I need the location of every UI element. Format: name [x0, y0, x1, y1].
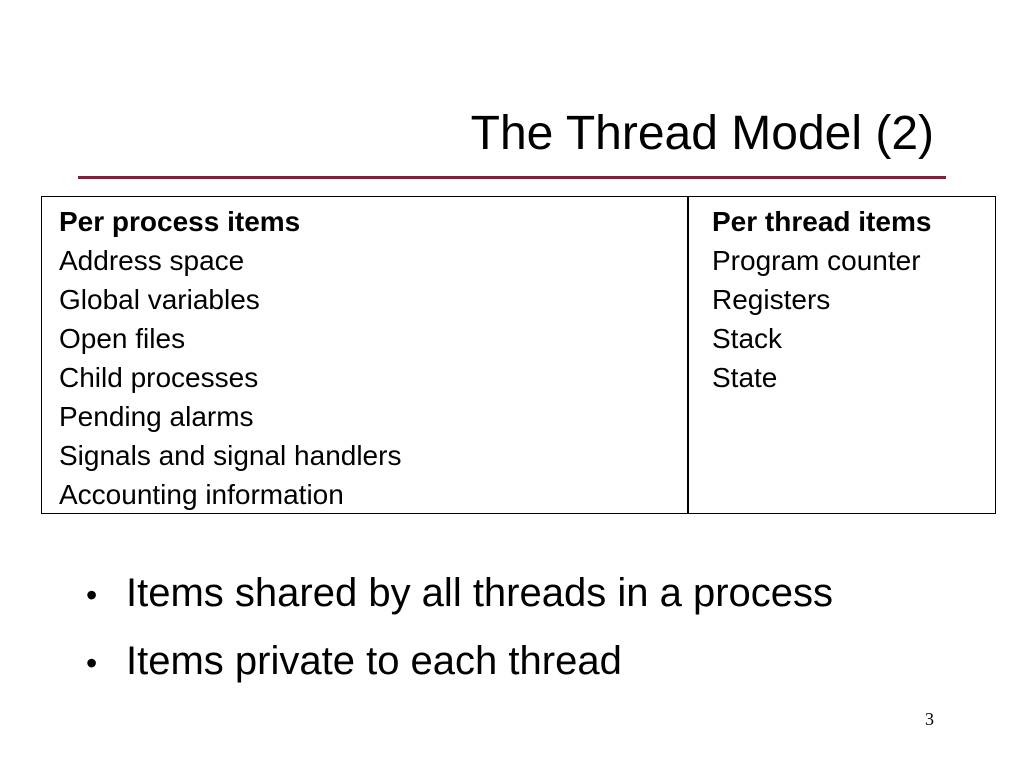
per-thread-item: Stack [712, 323, 783, 354]
bullet-icon: • [86, 645, 98, 681]
column-divider [687, 197, 689, 513]
bullet-text: Items private to each thread [126, 639, 622, 683]
bullet-icon: • [86, 577, 98, 613]
per-process-heading: Per process items [59, 206, 301, 237]
bullet-text: Items shared by all threads in a process [126, 571, 834, 615]
per-process-item: Address space [59, 245, 245, 276]
per-process-item: Pending alarms [59, 401, 254, 432]
per-process-item: Signals and signal handlers [59, 440, 402, 471]
per-process-column [59, 202, 401, 514]
title-divider [78, 176, 946, 179]
per-thread-heading: Per thread items [712, 206, 932, 237]
per-thread-column [712, 202, 931, 397]
per-process-item: Child processes [59, 362, 259, 393]
items-table [41, 196, 996, 514]
per-thread-item: State [712, 362, 778, 393]
per-process-item: Accounting information [59, 479, 344, 510]
per-process-item: Open files [59, 323, 186, 354]
per-thread-item: Program counter [712, 245, 921, 276]
per-thread-item: Registers [712, 284, 831, 315]
page-number: 3 [925, 709, 934, 729]
per-process-item: Global variables [59, 284, 260, 315]
bullet-item [86, 560, 833, 628]
bullet-item [86, 628, 833, 696]
slide-title: The Thread Model (2) [470, 107, 934, 160]
bullet-list [86, 560, 833, 696]
